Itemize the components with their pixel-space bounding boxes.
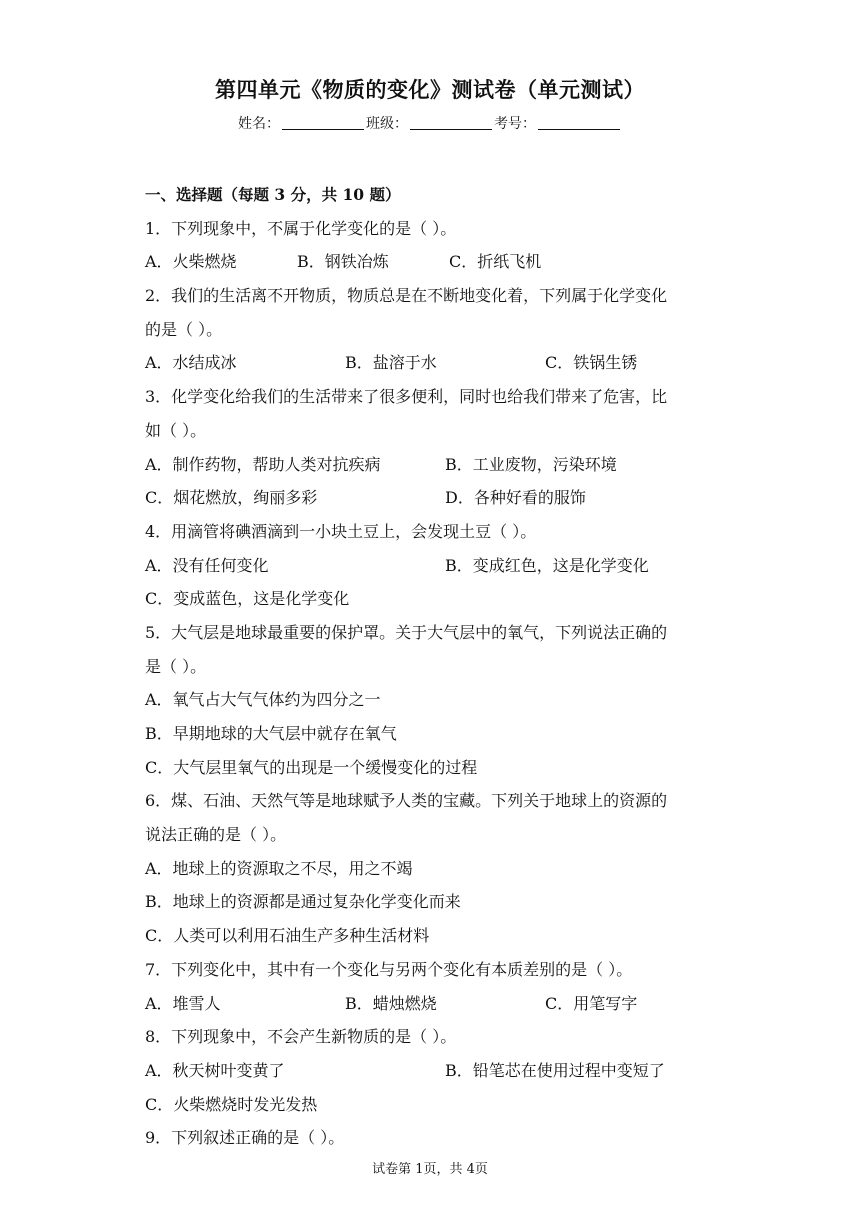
option-c: C．铁锅生锈 [545, 353, 638, 373]
name-label: 姓名： [238, 116, 280, 132]
question-5-stem-cont: 是（ ）。 [145, 656, 207, 676]
name-blank [282, 115, 364, 130]
question-2-options [145, 346, 715, 380]
option-c: C．烟花燃放，绚丽多彩 [145, 488, 318, 508]
question-7-stem: 7．下列变化中，其中有一个变化与另两个变化有本质差别的是（ ）。 [145, 959, 633, 979]
page-footer: 试卷第 1页，共 4页 [372, 1162, 488, 1177]
exam-number-blank [538, 115, 620, 130]
option-c: C．人类可以利用石油生产多种生活材料 [145, 926, 430, 946]
section-heading: 一、选择题（每题 3 分，共 10 题） [145, 185, 401, 204]
question-2-stem-cont: 的是（ ）。 [145, 319, 223, 339]
exam-number-label: 考号： [494, 116, 536, 132]
option-a: A．秋天树叶变黄了 [145, 1060, 285, 1080]
question-3-options-row-1 [145, 448, 715, 482]
question-3-stem: 3．化学变化给我们的生活带来了很多便利，同时也给我们带来了危害，比 [145, 387, 668, 407]
question-7-options [145, 987, 715, 1021]
question-5-stem: 5．大气层是地球最重要的保护罩。关于大气层中的氧气，下列说法正确的 [145, 622, 668, 642]
option-c: C．用笔写字 [545, 993, 638, 1013]
document-title: 第四单元《物质的变化》测试卷（单元测试） [215, 77, 645, 102]
option-c: C．火柴燃烧时发光发热 [145, 1094, 318, 1114]
option-c: C．大气层里氧气的出现是一个缓慢变化的过程 [145, 757, 478, 777]
option-b: B．变成红色，这是化学变化 [445, 555, 649, 575]
option-a: A．制作药物，帮助人类对抗疾病 [145, 454, 381, 474]
student-info-line [0, 113, 860, 133]
question-9-stem: 9．下列叙述正确的是（ ）。 [145, 1128, 345, 1148]
option-a: A．地球上的资源取之不尽，用之不竭 [145, 858, 413, 878]
option-b: B．盐溶于水 [345, 353, 437, 373]
question-2-stem: 2．我们的生活离不开物质，物质总是在不断地变化着，下列属于化学变化 [145, 286, 668, 306]
question-1-options [145, 245, 715, 279]
option-b: B．铅笔芯在使用过程中变短了 [445, 1060, 665, 1080]
option-a: A．堆雪人 [145, 993, 221, 1013]
class-label: 班级： [366, 116, 408, 132]
option-b: B．钢铁冶炼 [297, 252, 389, 272]
exam-content [145, 178, 715, 1155]
option-c: C．变成蓝色，这是化学变化 [145, 589, 350, 609]
option-b: B．蜡烛燃烧 [345, 993, 437, 1013]
question-8-stem: 8．下列现象中，不会产生新物质的是（ ）。 [145, 1027, 457, 1047]
option-a: A．氧气占大气气体约为四分之一 [145, 690, 381, 710]
question-6-stem: 6．煤、石油、天然气等是地球赋予人类的宝藏。下列关于地球上的资源的 [145, 791, 668, 811]
option-d: D．各种好看的服饰 [445, 488, 586, 508]
question-3-stem-cont: 如（ ）。 [145, 420, 207, 440]
option-b: B．早期地球的大气层中就存在氧气 [145, 724, 397, 743]
option-a: A．水结成冰 [145, 353, 237, 373]
question-4-stem: 4．用滴管将碘酒滴到一小块土豆上，会发现土豆（ ）。 [145, 521, 537, 541]
question-1-stem: 1．下列现象中，不属于化学变化的是（ ）。 [145, 218, 457, 238]
question-8-options-row-1 [145, 1054, 715, 1088]
question-4-options-row-1 [145, 549, 715, 583]
option-a: A．没有任何变化 [145, 555, 269, 575]
question-3-options-row-2 [145, 481, 715, 515]
option-b: B．工业废物，污染环境 [445, 454, 617, 474]
question-6-stem-cont: 说法正确的是（ ）。 [145, 825, 287, 845]
class-blank [410, 115, 492, 130]
option-c: C．折纸飞机 [449, 252, 542, 272]
option-a: A．火柴燃烧 [145, 252, 237, 272]
option-b: B．地球上的资源都是通过复杂化学变化而来 [145, 892, 461, 912]
